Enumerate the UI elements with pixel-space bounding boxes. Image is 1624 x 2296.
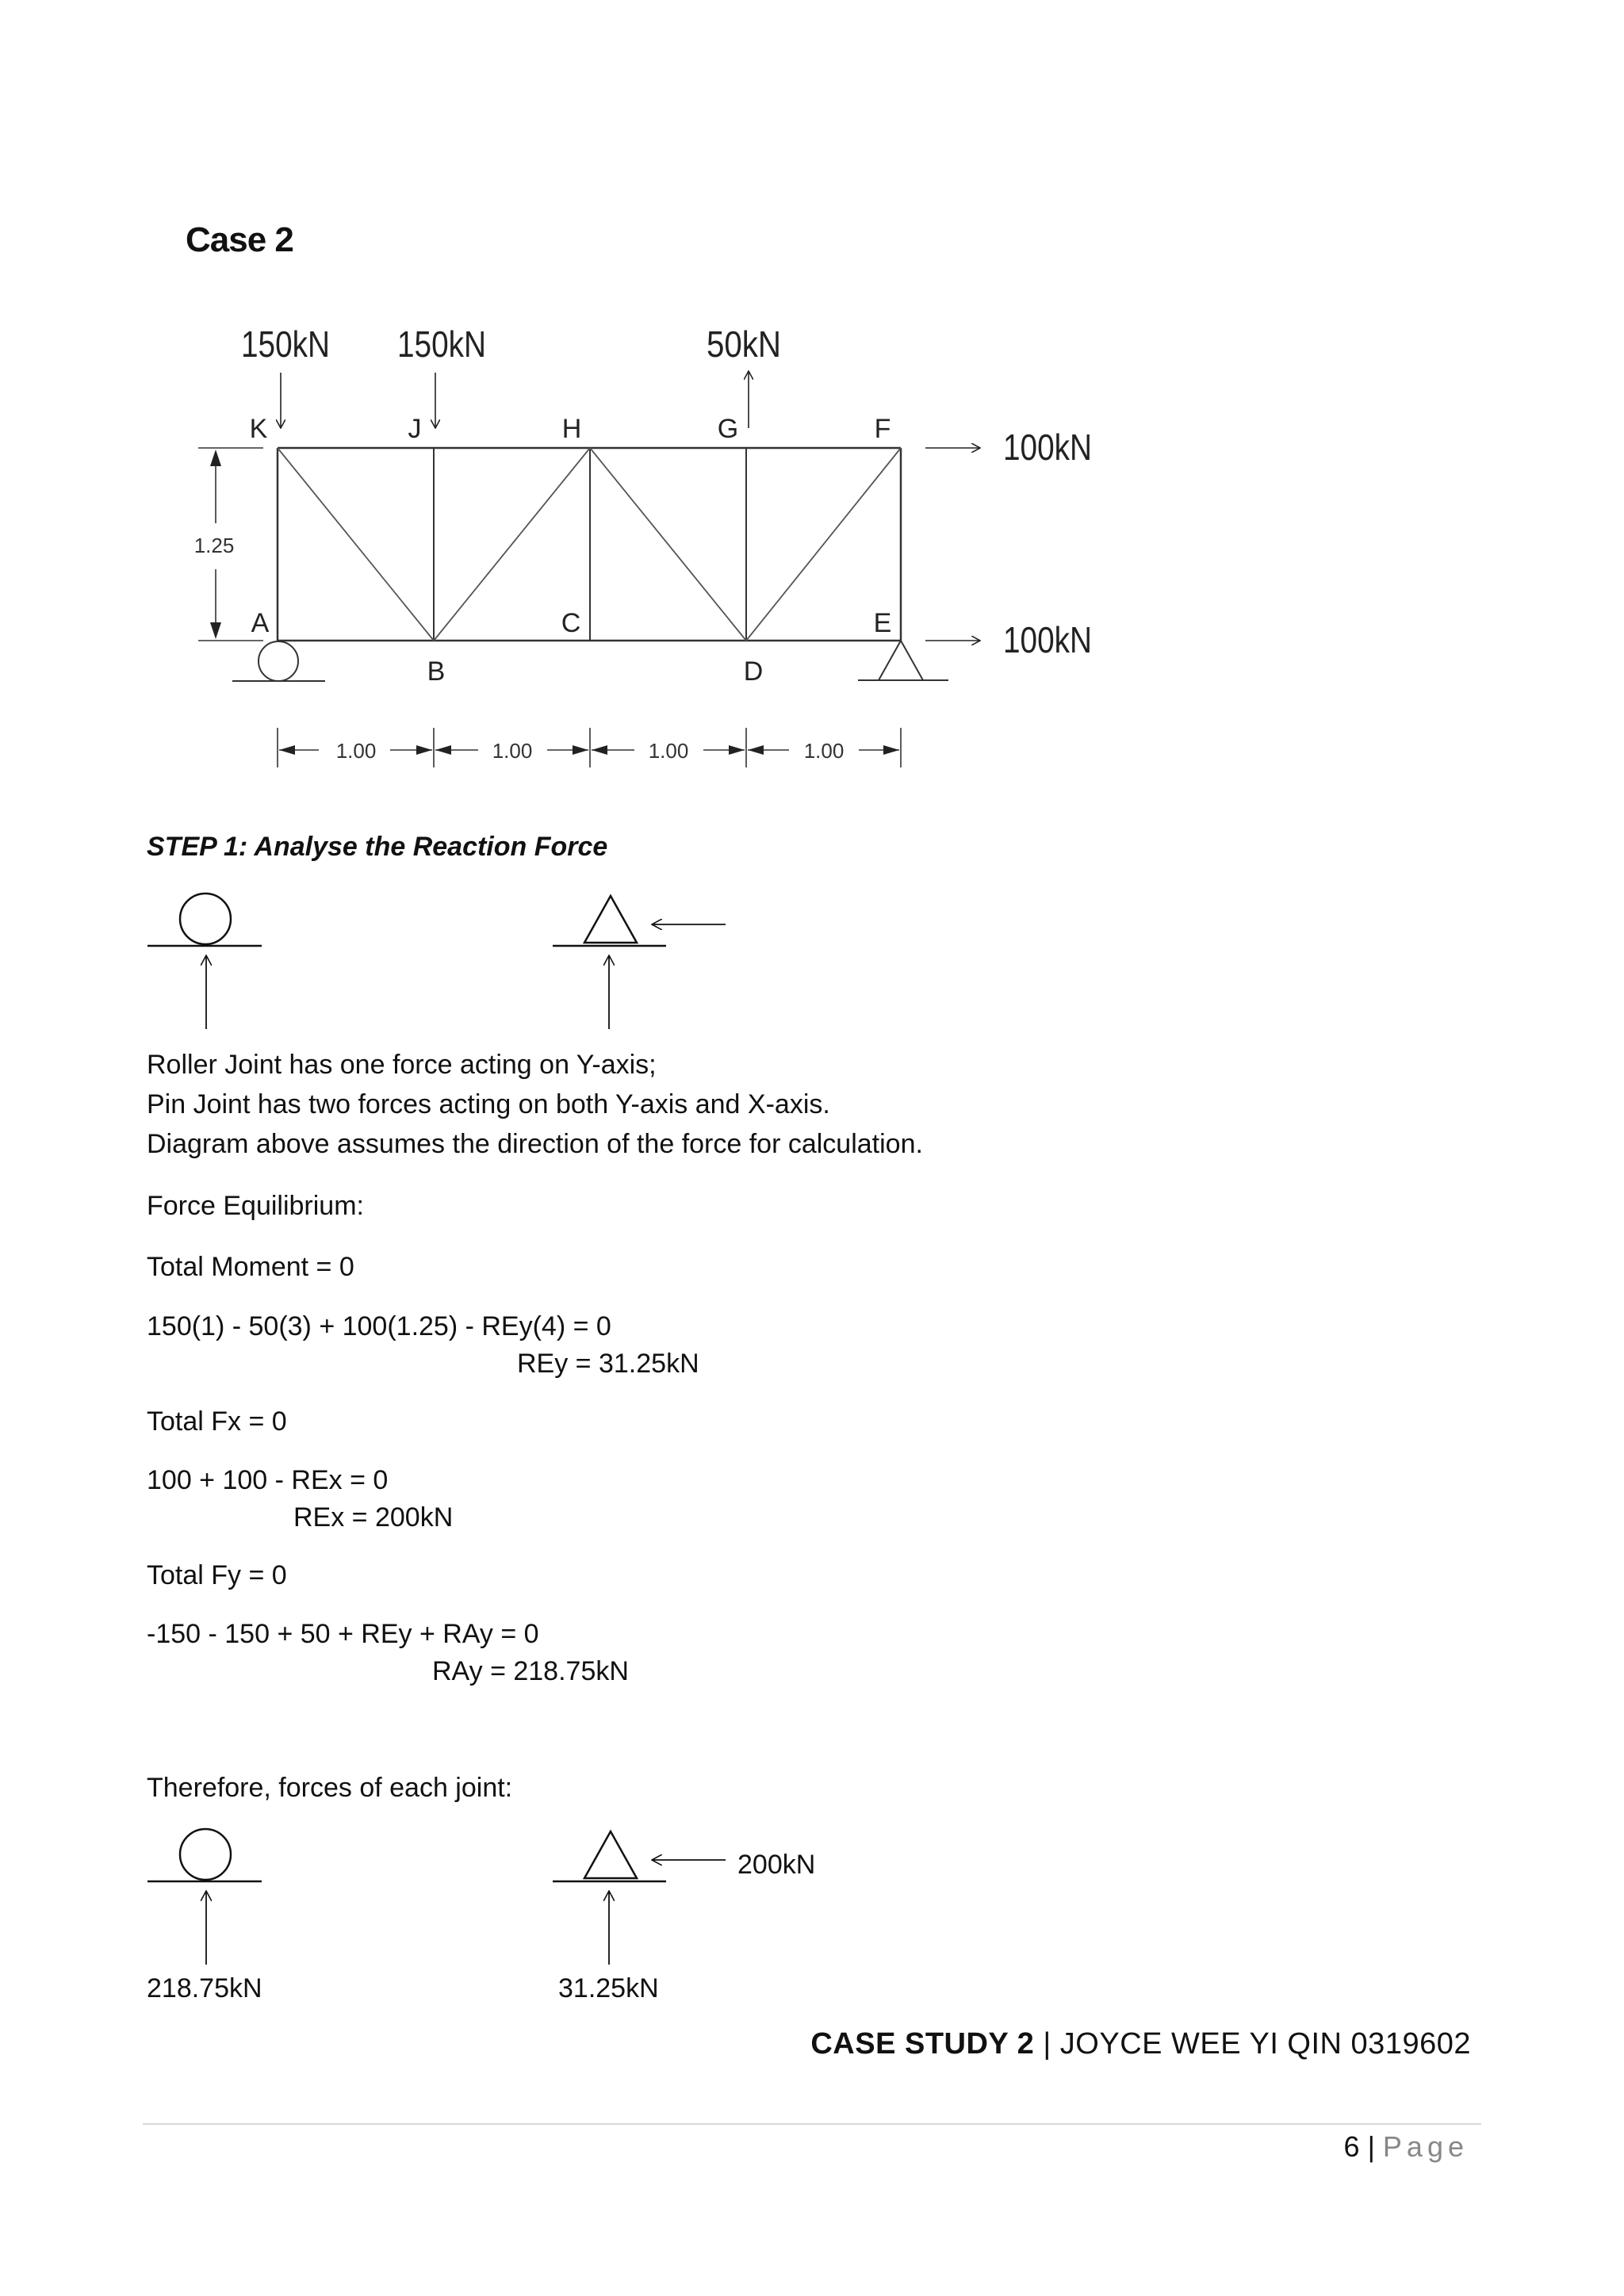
page-number: 6 <box>1343 2130 1360 2163</box>
page-separator: | <box>1359 2130 1383 2163</box>
load-j-label: 150kN <box>397 323 486 365</box>
footer-separator: | <box>1034 2027 1060 2061</box>
node-h-label: H <box>561 414 582 444</box>
fy-result: RAy = 218.75kN <box>432 1656 629 1686</box>
node-j-label: J <box>408 414 422 444</box>
load-k-label: 150kN <box>241 323 330 365</box>
height-dim-label: 1.25 <box>193 534 235 557</box>
final-pin-symbol <box>553 1831 726 1965</box>
fy-equation: -150 - 150 + 50 + REy + RAy = 0 <box>147 1619 539 1649</box>
roller-joint-symbol <box>147 894 262 1029</box>
case-title: Case 2 <box>186 220 293 259</box>
node-g-label: G <box>717 414 739 444</box>
therefore-label: Therefore, forces of each joint: <box>147 1773 513 1803</box>
moment-equation: 150(1) - 50(3) + 100(1.25) - REy(4) = 0 <box>147 1311 611 1341</box>
pin-joint-symbol <box>553 896 726 1029</box>
roller-support <box>232 641 325 681</box>
footer-case-study <box>810 2027 1471 2061</box>
fy-title: Total Fy = 0 <box>147 1560 287 1590</box>
final-roller-symbol <box>147 1829 262 1965</box>
assumed-reaction-diagram <box>0 880 793 1039</box>
pin-support <box>858 641 948 680</box>
node-c-label: C <box>561 608 581 638</box>
final-reaction-diagram <box>0 1808 793 1966</box>
member-hd <box>590 448 746 641</box>
footer-case-label: CASE STUDY 2 <box>810 2027 1035 2061</box>
load-g-label: 50kN <box>707 323 781 365</box>
span-4-label: 1.00 <box>803 739 845 763</box>
member-kb <box>278 448 434 641</box>
node-b-label: B <box>427 656 446 687</box>
node-f-label: F <box>874 414 891 444</box>
span-2-label: 1.00 <box>492 739 533 763</box>
span-3-label: 1.00 <box>648 739 689 763</box>
moment-result: REy = 31.25kN <box>517 1349 699 1379</box>
fx-equation: 100 + 100 - REx = 0 <box>147 1465 389 1495</box>
truss-diagram <box>0 0 1624 801</box>
fx-title: Total Fx = 0 <box>147 1406 287 1437</box>
footer-author: JOYCE WEE YI QIN 0319602 <box>1059 2027 1471 2061</box>
page-word: Page <box>1382 2130 1469 2163</box>
node-a-label: A <box>251 608 270 638</box>
load-f-label: 100kN <box>1003 427 1092 468</box>
moment-title: Total Moment = 0 <box>147 1252 354 1282</box>
node-e-label: E <box>873 608 892 638</box>
load-e-label: 100kN <box>1003 619 1092 660</box>
explanation-line-2: Pin Joint has two forces acting on both Y-axis and X-axis. <box>147 1089 830 1119</box>
node-k-label: K <box>249 414 268 444</box>
footer-divider <box>143 2123 1481 2125</box>
explanation-line-3: Diagram above assumes the direction of the force for calculation. <box>147 1129 923 1159</box>
page-number-footer <box>1344 2127 1469 2167</box>
fx-result: REx = 200kN <box>293 1502 454 1533</box>
explanation-line-1: Roller Joint has one force acting on Y-axis; <box>147 1050 657 1080</box>
node-d-label: D <box>743 656 764 687</box>
step1-title: STEP 1: Analyse the Reaction Force <box>147 832 608 862</box>
force-equilibrium-label: Force Equilibrium: <box>147 1191 364 1221</box>
span-1-label: 1.00 <box>335 739 377 763</box>
roller-vertical-value: 218.75kN <box>147 1973 262 2003</box>
pin-vertical-value: 31.25kN <box>558 1973 659 2003</box>
pin-horizontal-value: 200kN <box>737 1850 816 1880</box>
